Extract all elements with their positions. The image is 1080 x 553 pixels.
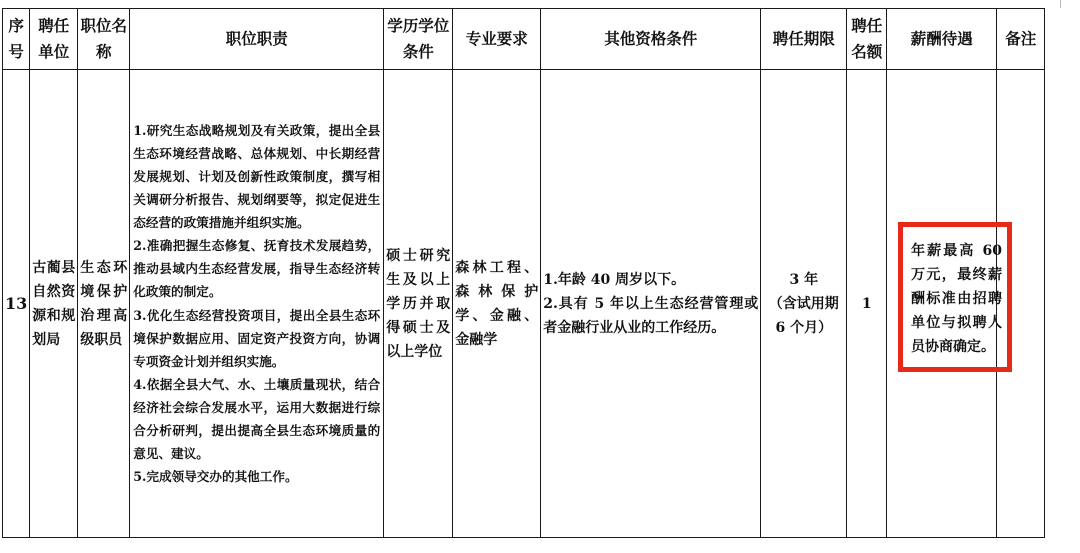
duty-item-2: 2.准确把握生态修复、抚育技术发展趋势，推动县域内生态经营发展，指导生态经济转化政策的制定。 (133, 238, 381, 300)
duty-item-1: 1.研究生态战略规划及有关政策，提出全县生态环境经营战略、总体规划、中长期经营发展规划、计划及创新性政策制度，撰写相关调研分析报告、规划纲要等，拟定促进生态经营的政策措施并组织实施。 (133, 122, 381, 231)
cell-quota: 1 (847, 70, 887, 538)
term-note: （含试用期 6 个月） (768, 295, 839, 336)
cell-education: 硕士研究生及以上学历并取得硕士及以上学位 (384, 70, 453, 538)
recruitment-table (2, 8, 1045, 538)
cell-major: 森林工程、森林保护学、金融、金融学 (453, 70, 541, 538)
header-quota: 聘任名额 (847, 9, 887, 70)
duty-item-4: 4.依据全县大气、水、土壤质量现状，结合经济社会综合发展水平，运用大数据进行综合分析研判，提出提高全县生态环境质量的意见、建议。 (133, 376, 381, 462)
header-major: 专业要求 (453, 9, 541, 70)
salary-text: 年薪最高 60 万元，最终薪酬标准由招聘单位与拟聘人员协商确定。 (911, 243, 1002, 355)
header-unit: 聘任单位 (30, 9, 78, 70)
cell-position: 生态环境保护治理高级职员 (78, 70, 130, 538)
cell-other (541, 70, 761, 538)
header-term: 聘任期限 (761, 9, 847, 70)
header-remark: 备注 (997, 9, 1045, 70)
duty-item-3: 3.优化生态经营投资项目，提出全县生态环境保护数据应用、固定资产投资方向，协调专项资金计划并组织实施。 (133, 307, 381, 369)
header-duty: 职位职责 (130, 9, 384, 70)
term-main: 3 年 (789, 271, 819, 288)
header-salary: 薪酬待遇 (887, 9, 997, 70)
header-other: 其他资格条件 (541, 9, 761, 70)
cell-seq: 13 (3, 70, 30, 538)
cell-term (761, 70, 847, 538)
other-item-1: 1.年龄 40 周岁以下。 (543, 271, 686, 288)
duty-item-5: 5.完成领导交办的其他工作。 (133, 469, 298, 485)
cell-unit: 古蔺县自然资源和规划局 (30, 70, 78, 538)
header-education: 学历学位条件 (384, 9, 453, 70)
table-header-row (3, 9, 1045, 70)
other-item-2: 2.具有 5 年以上生态经营管理或者金融行业从业的工作经历。 (543, 295, 759, 336)
cell-duty (130, 70, 384, 538)
table-row (3, 70, 1045, 538)
header-seq: 序号 (3, 9, 30, 70)
page-edge (1060, 0, 1061, 8)
salary-highlight-box (898, 222, 1012, 372)
header-position: 职位名称 (78, 9, 130, 70)
